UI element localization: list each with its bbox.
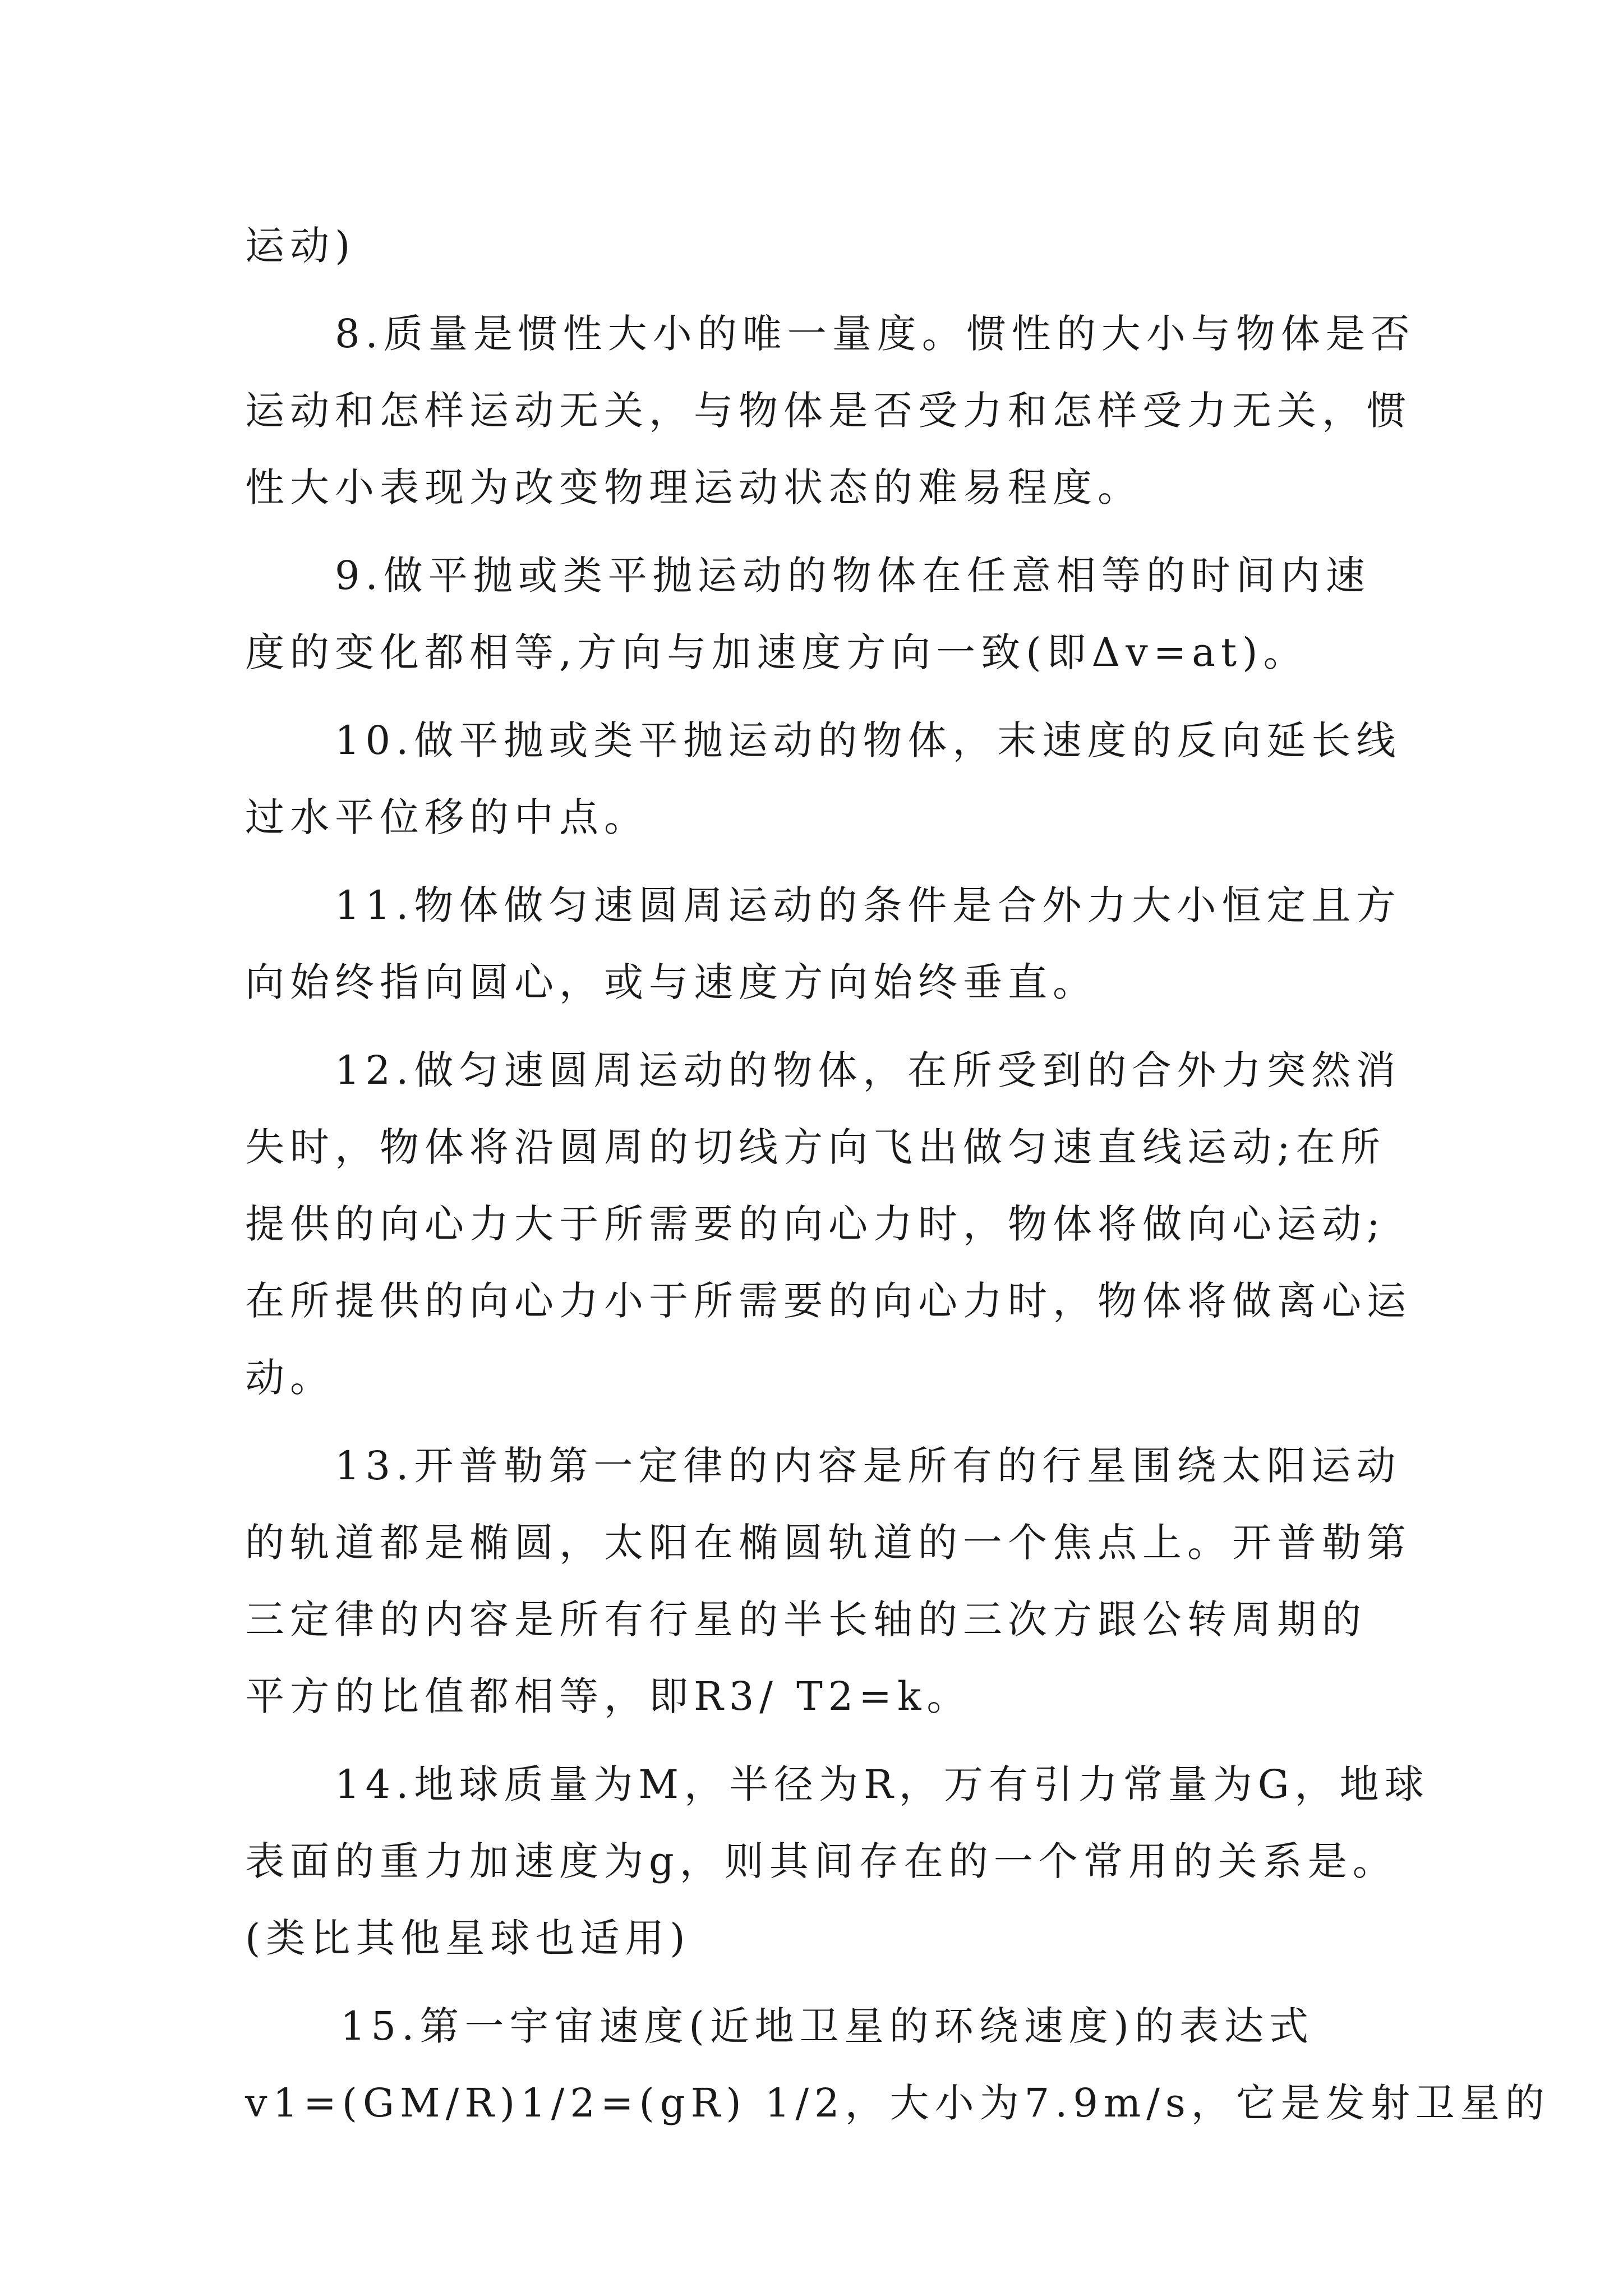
text-line: 平方的比值都相等，即R3/ T2=k。 [245, 1673, 972, 1719]
text-line: 性大小表现为改变物理运动状态的难易程度。 [245, 464, 1142, 510]
paragraph-9-line: 9.做平抛或类平抛运动的物体在任意相等的时间内速 [335, 553, 1371, 599]
text-line: 在所提供的向心力小于所需要的向心力时，物体将做离心运 [245, 1278, 1412, 1324]
text-line: 失时，物体将沿圆周的切线方向飞出做匀速直线运动;在所 [245, 1124, 1386, 1170]
paragraph-11-line: 11.物体做匀速圆周运动的条件是合外力大小恒定且方 [335, 882, 1401, 928]
paragraph-14-line: 14.地球质量为M，半径为R，万有引力常量为G，地球 [335, 1761, 1430, 1807]
text-line: 运动和怎样运动无关，与物体是否受力和怎样受力无关，惯 [245, 388, 1412, 434]
text-line: 过水平位移的中点。 [245, 794, 649, 840]
paragraph-8-line: 8.质量是惯性大小的唯一量度。惯性的大小与物体是否 [335, 311, 1415, 357]
text-line: v1=(GM/R)1/2=(gR) 1/2，大小为7.9m/s，它是发射卫星的 [245, 2080, 1550, 2126]
text-line: (类比其他星球也适用) [245, 1915, 691, 1961]
text-line: 表面的重力加速度为g，则其间存在的一个常用的关系是。 [245, 1838, 1398, 1884]
text-line: 运动) [245, 223, 356, 269]
text-line: 度的变化都相等,方向与加速度方向一致(即Δv=at)。 [245, 629, 1308, 675]
text-line: 提供的向心力大于所需要的向心力时，物体将做向心运动; [245, 1201, 1386, 1247]
text-line: 动。 [245, 1355, 335, 1401]
paragraph-12-line: 12.做匀速圆周运动的物体，在所受到的合外力突然消 [335, 1047, 1401, 1093]
paragraph-15-line: 15.第一宇宙速度(近地卫星的环绕速度)的表达式 [340, 2003, 1314, 2049]
document-body [245, 208, 1550, 2142]
text-line: 三定律的内容是所有行星的半长轴的三次方跟公转周期的 [245, 1596, 1367, 1642]
text-line: 向始终指向圆心，或与速度方向始终垂直。 [245, 959, 1098, 1005]
paragraph-10-line: 10.做平抛或类平抛运动的物体，末速度的反向延长线 [335, 717, 1401, 763]
text-line: 的轨道都是椭圆，太阳在椭圆轨道的一个焦点上。开普勒第 [245, 1520, 1412, 1566]
paragraph-13-line: 13.开普勒第一定律的内容是所有的行星围绕太阳运动 [335, 1443, 1401, 1489]
